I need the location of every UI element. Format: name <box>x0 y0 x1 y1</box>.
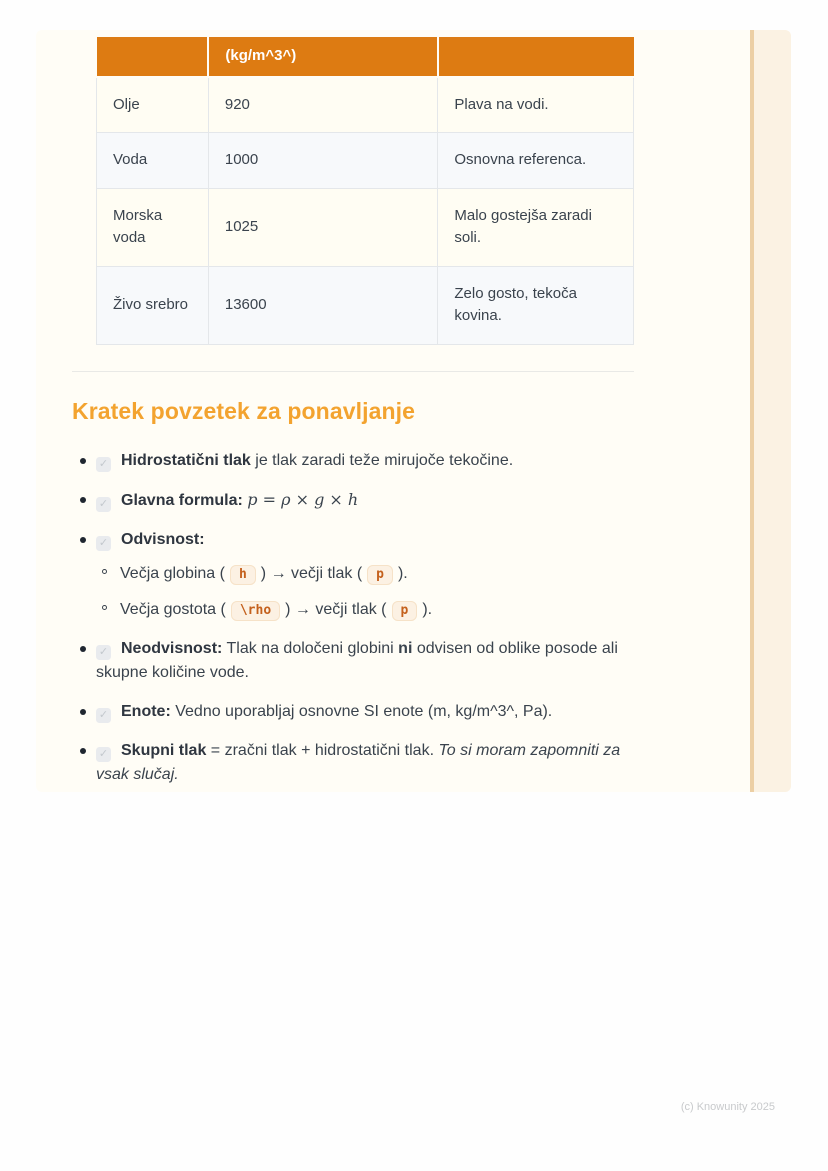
checkbox-checked-icon: ✓ <box>96 747 111 762</box>
cell-note: Zelo gosto, tekoča kovina. <box>438 266 634 344</box>
item-text: Vedno uporabljaj osnovne SI enote (m, kg/m^3^, Pa). <box>170 702 553 720</box>
cell-density: 1025 <box>208 188 438 266</box>
cell-density: 13600 <box>208 266 438 344</box>
item-text: Tlak na določeni globini <box>222 639 399 657</box>
list-item <box>72 637 634 685</box>
checkbox-checked-icon: ✓ <box>96 497 111 512</box>
table-row <box>97 188 634 266</box>
cell-note: Plava na vodi. <box>438 77 634 133</box>
item-note-italic: To si moram zapomniti za vsak slučaj. <box>96 741 621 783</box>
sublist <box>96 562 634 622</box>
code-chip: p <box>392 601 418 621</box>
page-margin-stripe <box>750 30 791 792</box>
item-lead: Skupni tlak <box>121 741 207 759</box>
page-content <box>72 30 634 802</box>
table-row <box>97 77 634 133</box>
table-header-cell-units: (kg/m^3^) <box>208 37 438 77</box>
circle-bullet-icon <box>102 569 107 574</box>
table-header-cell-note <box>438 37 634 77</box>
list-item <box>72 488 634 513</box>
cell-substance: Olje <box>97 77 209 133</box>
item-text: je tlak zaradi teže mirujoče tekočine. <box>250 451 514 469</box>
code-chip: \rho <box>231 601 280 621</box>
sub-text: ). <box>422 600 433 618</box>
item-text: odvisen od oblike posode ali skupne količine vode. <box>96 639 618 681</box>
list-item <box>72 528 634 622</box>
sublist-item <box>96 562 634 586</box>
item-lead: Neodvisnost: <box>121 639 223 657</box>
item-text: = zračni tlak + hidrostatični tlak. <box>206 741 439 759</box>
code-chip: h <box>230 565 256 585</box>
item-lead: Odvisnost: <box>121 530 205 548</box>
table-header-row <box>97 37 634 77</box>
item-lead: Glavna formula: <box>121 491 243 509</box>
density-table <box>96 37 634 345</box>
item-lead: Enote: <box>121 702 171 720</box>
bullet-icon <box>80 497 86 503</box>
copyright-text: (c) Knowunity 2025 <box>680 1101 775 1113</box>
checkbox-checked-icon: ✓ <box>96 708 111 723</box>
checkbox-checked-icon: ✓ <box>96 536 111 551</box>
list-item <box>72 700 634 724</box>
section-divider <box>72 371 634 372</box>
sublist-item <box>96 598 634 622</box>
cell-substance: Živo srebro <box>97 266 209 344</box>
circle-bullet-icon <box>102 605 107 610</box>
summary-checklist <box>72 449 634 787</box>
bullet-icon <box>80 458 86 464</box>
list-item <box>72 739 634 787</box>
code-chip: p <box>367 565 393 585</box>
bullet-icon <box>80 537 86 543</box>
sub-text: ) → večji tlak ( <box>285 600 387 618</box>
item-bold: ni <box>398 639 413 657</box>
bullet-icon <box>80 748 86 754</box>
cell-note: Malo gostejša zaradi soli. <box>438 188 634 266</box>
item-lead: Hidrostatični tlak <box>121 451 251 469</box>
cell-density: 1000 <box>208 133 438 189</box>
sub-text: ). <box>397 564 408 582</box>
formula-text: p = ρ × g × h <box>247 489 359 509</box>
table-row <box>97 266 634 344</box>
cell-note: Osnovna referenca. <box>438 133 634 189</box>
checkbox-checked-icon: ✓ <box>96 645 111 660</box>
cell-substance: Morska voda <box>97 188 209 266</box>
sub-text: ) → večji tlak ( <box>260 564 363 582</box>
cell-density: 920 <box>208 77 438 133</box>
cell-substance: Voda <box>97 133 209 189</box>
sub-text: Večja globina ( <box>120 564 225 582</box>
checkbox-checked-icon: ✓ <box>96 457 111 472</box>
bullet-icon <box>80 646 86 652</box>
summary-heading: Kratek povzetek za ponavljanje <box>72 397 416 424</box>
list-item <box>72 449 634 473</box>
table-row <box>97 133 634 189</box>
sub-text: Večja gostota ( <box>120 600 226 618</box>
note-page-card <box>36 30 791 792</box>
table-header-cell-substance <box>97 37 209 77</box>
bullet-icon <box>80 709 86 715</box>
